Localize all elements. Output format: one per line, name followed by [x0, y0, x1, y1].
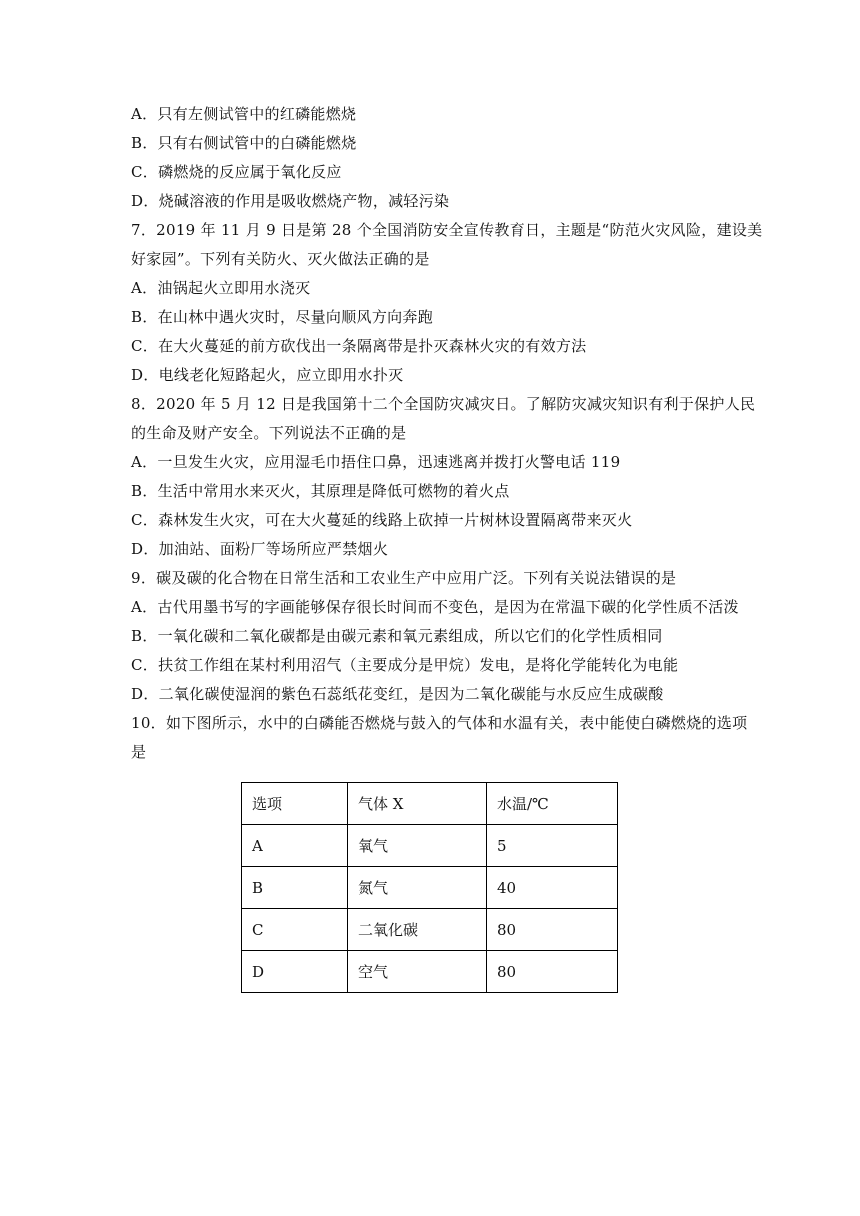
- q10-stem-line-2: 是: [131, 743, 147, 761]
- q8-option-c: C．森林发生火灾，可在大火蔓延的线路上砍掉一片树林设置隔离带来灭火: [131, 511, 633, 529]
- table-header-row: [242, 783, 618, 825]
- q7-stem-line-2: 好家园”。下列有关防火、灭火做法正确的是: [131, 250, 430, 268]
- q6-option-c: C．磷燃烧的反应属于氧化反应: [131, 163, 342, 181]
- q7-option-c: C．在大火蔓延的前方砍伐出一条隔离带是扑灭森林火灾的有效方法: [131, 337, 587, 355]
- q7-option-b: B．在山林中遇火灾时，尽量向顺风方向奔跑: [131, 308, 434, 326]
- table-cell: B: [242, 867, 348, 909]
- question-content: [131, 100, 771, 767]
- q9-option-b: B．一氧化碳和二氧化碳都是由碳元素和氧元素组成，所以它们的化学性质相同: [131, 627, 663, 645]
- table-cell: 二氧化碳: [348, 909, 487, 951]
- table-cell: 空气: [348, 951, 487, 993]
- q9-option-a: A．古代用墨书写的字画能够保存很长时间而不变色，是因为在常温下碳的化学性质不活泼: [131, 598, 739, 616]
- q8-option-d: D．加油站、面粉厂等场所应严禁烟火: [131, 540, 389, 558]
- q7-stem-line-1: 7．2019 年 11 月 9 日是第 28 个全国消防安全宣传教育日，主题是“防范火灾风险，建设美: [131, 221, 763, 239]
- q10-stem-line-1: 10．如下图所示，水中的白磷能否燃烧与鼓入的气体和水温有关，表中能使白磷燃烧的选项: [131, 714, 748, 732]
- table-row: [242, 951, 618, 993]
- table-cell: 氮气: [348, 867, 487, 909]
- q8-option-a: A．一旦发生火灾，应用湿毛巾捂住口鼻，迅速逃离并拨打火警电话 119: [131, 453, 621, 471]
- table-cell: 5: [487, 825, 618, 867]
- table-cell: A: [242, 825, 348, 867]
- table-header-cell: 气体 X: [348, 783, 487, 825]
- q6-option-b: B．只有右侧试管中的白磷能燃烧: [131, 134, 357, 152]
- table-cell: D: [242, 951, 348, 993]
- q8-option-b: B．生活中常用水来灭火，其原理是降低可燃物的着火点: [131, 482, 510, 500]
- q6-option-d: D．烧碱溶液的作用是吸收燃烧产物，减轻污染: [131, 192, 450, 210]
- table-row: [242, 825, 618, 867]
- q9-option-c: C．扶贫工作组在某村利用沼气（主要成分是甲烷）发电，是将化学能转化为电能: [131, 656, 679, 674]
- q6-option-a: A．只有左侧试管中的红磷能燃烧: [131, 105, 357, 123]
- table-cell: 80: [487, 909, 618, 951]
- table-cell: C: [242, 909, 348, 951]
- table-row: [242, 867, 618, 909]
- table-row: [242, 909, 618, 951]
- q7-option-a: A．油锅起火立即用水浇灭: [131, 279, 311, 297]
- q7-option-d: D．电线老化短路起火，应立即用水扑灭: [131, 366, 404, 384]
- table-cell: 80: [487, 951, 618, 993]
- table-cell: 氧气: [348, 825, 487, 867]
- q9-stem-line-1: 9．碳及碳的化合物在日常生活和工农业生产中应用广泛。下列有关说法错误的是: [131, 569, 677, 587]
- table-header-cell: 水温/℃: [487, 783, 618, 825]
- q8-stem-line-1: 8．2020 年 5 月 12 日是我国第十二个全国防灾减灾日。了解防灾减灾知识有利于保护人民: [131, 395, 756, 413]
- table-cell: 40: [487, 867, 618, 909]
- table-header-cell: 选项: [242, 783, 348, 825]
- q10-options-table: [241, 782, 618, 993]
- q9-option-d: D．二氧化碳使湿润的紫色石蕊纸花变红，是因为二氧化碳能与水反应生成碳酸: [131, 685, 664, 703]
- q8-stem-line-2: 的生命及财产安全。下列说法不正确的是: [131, 424, 407, 442]
